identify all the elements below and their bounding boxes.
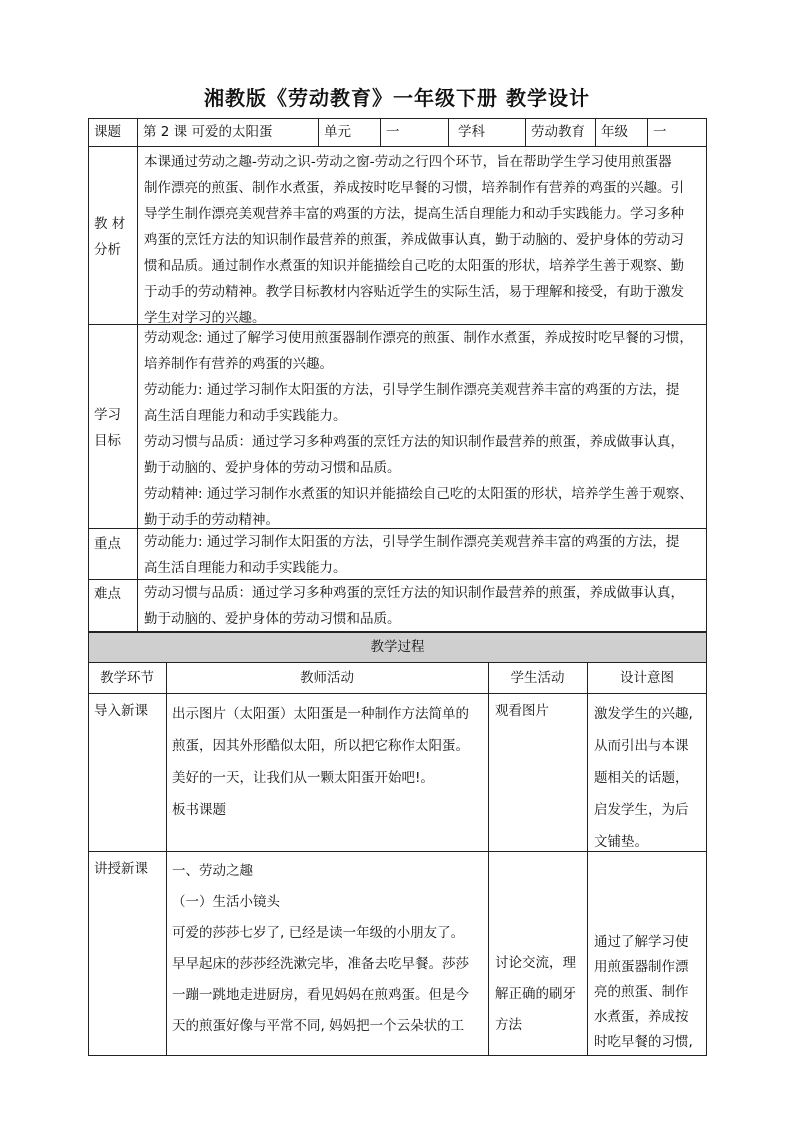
difficulty-text: [144, 580, 704, 632]
lecture-teacher-line: 早早起床的莎莎经洗漱完毕，准备去吃早餐。莎莎: [172, 956, 469, 972]
analysis-label-line-1: 教 材: [94, 216, 126, 232]
intro-intent-line: 启发学生，为后: [594, 802, 689, 818]
objective-line: 劳动习惯与品质：通过学习多种鸡蛋的烹饪方法的知识制作最营养的煎蛋，养成做事认真，: [144, 434, 684, 450]
subject-value: 劳动教育: [531, 124, 585, 140]
lecture-student-line: 解正确的刷牙: [495, 986, 576, 1002]
lecture-student-activity: [495, 948, 576, 1041]
difficulty-line: 勤于动脑的、爱护身体的劳动习惯和品质。: [144, 611, 401, 627]
lecture-teacher-line: 一蹦一跳地走进厨房，看见妈妈在煎鸡蛋。但是今: [172, 987, 469, 1003]
col-divider: [488, 662, 489, 1056]
unit-value: 一: [386, 124, 400, 140]
grade-value: 一: [653, 124, 667, 140]
analysis-line: 于动手的劳动精神。教学目标教材内容贴近学生的实际生活，易于理解和接受，有助于激发: [144, 284, 684, 300]
subject-label: 学科: [458, 124, 485, 140]
row-divider: [88, 693, 707, 694]
objective-line: 劳动观念: 通过了解学习使用煎蛋器制作漂亮的煎蛋、制作水煮蛋，养成按时吃早餐的习惯，: [144, 330, 693, 346]
difficulty-line: 劳动习惯与品质：通过学习多种鸡蛋的烹饪方法的知识制作最营养的煎蛋，养成做事认真，: [144, 585, 684, 601]
lecture-design-intent: [594, 930, 693, 1055]
col-divider: [525, 118, 526, 146]
analysis-text: [144, 149, 704, 331]
key-point-line: 高生活自理能力和动手实践能力。: [144, 560, 347, 576]
lecture-intent-line: 亮的煎蛋、制作: [594, 984, 689, 1000]
row-divider: [88, 146, 707, 147]
intro-intent-line: 题相关的话题，: [594, 770, 689, 786]
analysis-line: 制作漂亮的煎蛋、制作水煮蛋，养成按时吃早餐的习惯，培养制作有营养的鸡蛋的兴趣。引: [144, 180, 684, 196]
lecture-teacher-activity: [172, 856, 469, 1042]
lecture-student-line: 方法: [495, 1017, 522, 1033]
intro-stage: 导入新课: [94, 703, 148, 719]
lecture-intent-line: 通过了解学习使: [594, 934, 689, 950]
lecture-intent-line: 用煎蛋器制作漂: [594, 959, 689, 975]
row-divider: [88, 662, 707, 663]
col-divider: [380, 118, 381, 146]
objective-line: 勤于动手的劳动精神。: [144, 512, 279, 528]
analysis-label-line-2: 分析: [94, 242, 121, 258]
intro-intent-line: 从而引出与本课: [594, 738, 689, 754]
analysis-line: 惯和品质。通过制作水煮蛋的知识并能描绘自己吃的太阳蛋的形状，培养学生善于观察、勤: [144, 258, 684, 274]
intro-teacher-line: 板书课题: [172, 802, 226, 818]
analysis-line: 本课通过劳动之趣-劳动之识-劳动之窗-劳动之行四个环节，旨在帮助学生学习使用煎蛋器: [144, 154, 672, 170]
col-header-teacher: 教师活动: [300, 670, 354, 686]
intro-intent-line: 文铺垫。: [594, 834, 648, 850]
intro-teacher-line: 煎蛋，因其外形酷似太阳，所以把它称作太阳蛋。: [172, 738, 469, 754]
analysis-line: 鸡蛋的烹饪方法的知识制作最营养的煎蛋，养成做事认真，勤于动脑的、爱护身体的劳动习: [144, 232, 684, 248]
process-header: 教学过程: [370, 639, 425, 655]
col-divider: [137, 118, 138, 632]
key-point-label: 重点: [94, 536, 121, 552]
lecture-teacher-line: 可爱的莎莎七岁了, 已经是读一年级的小朋友了。: [172, 925, 465, 941]
intro-teacher-line: 出示图片（太阳蛋）太阳蛋是一种制作方法简单的: [172, 706, 469, 722]
intro-teacher-line: 美好的一天，让我们从一颗太阳蛋开始吧!。: [172, 770, 434, 786]
objective-line: 培养制作有营养的鸡蛋的兴趣。: [144, 356, 333, 372]
intro-design-intent: [594, 698, 693, 858]
col-header-stage: 教学环节: [100, 670, 154, 686]
objectives-text: [144, 325, 704, 533]
lecture-teacher-line: 一、劳动之趣: [172, 863, 253, 879]
objective-line: 劳动精神: 通过学习制作水煮蛋的知识并能描绘自己吃的太阳蛋的形状，培养学生善于观察、: [144, 486, 693, 502]
objective-line: 劳动能力: 通过学习制作太阳蛋的方法，引导学生制作漂亮美观营养丰富的鸡蛋的方法，提: [144, 382, 680, 398]
col-divider: [595, 118, 596, 146]
key-point-line: 劳动能力: 通过学习制作太阳蛋的方法，引导学生制作漂亮美观营养丰富的鸡蛋的方法，提: [144, 534, 680, 550]
lecture-intent-line: 水煮蛋，养成按: [594, 1009, 689, 1025]
lecture-teacher-line: （一）生活小镜头: [172, 894, 280, 910]
intro-intent-line: 激发学生的兴趣,: [594, 706, 693, 722]
objective-line: 勤于动脑的、爱护身体的劳动习惯和品质。: [144, 460, 401, 476]
col-divider: [448, 118, 449, 146]
grade-label: 年级: [601, 124, 628, 140]
lecture-stage: 讲授新课: [94, 861, 148, 877]
col-divider: [166, 662, 167, 1056]
lecture-intent-line: 时吃早餐的习惯,: [594, 1034, 693, 1050]
col-divider: [647, 118, 648, 146]
key-point-text: [144, 529, 704, 581]
col-divider: [587, 662, 588, 1056]
analysis-line: 学生对学习的兴趣。: [144, 310, 266, 326]
unit-label: 单元: [324, 124, 351, 140]
lecture-teacher-line: 天的煎蛋好像与平常不同, 妈妈把一个云朵状的工: [172, 1018, 465, 1034]
difficulty-label: 难点: [94, 586, 121, 602]
analysis-line: 导学生制作漂亮美观营养丰富的鸡蛋的方法，提高生活自理能力和动手实践能力。学习多种: [144, 206, 684, 222]
lesson-value: 第 2 课 可爱的太阳蛋: [143, 124, 273, 140]
lecture-student-line: 讨论交流，理: [495, 955, 576, 971]
intro-teacher-activity: [172, 698, 469, 826]
col-divider: [318, 118, 319, 146]
table-bottom-edge: [88, 1055, 707, 1056]
objective-line: 高生活自理能力和动手实践能力。: [144, 408, 347, 424]
objectives-label-line-2: 目标: [94, 433, 121, 449]
col-header-student: 学生活动: [510, 670, 565, 686]
document-title: 湘教版《劳动教育》一年级下册 教学设计: [204, 86, 590, 110]
col-header-intent: 设计意图: [620, 670, 674, 686]
intro-student-activity: 观看图片: [495, 703, 549, 719]
objectives-label-line-1: 学习: [94, 407, 121, 423]
lesson-label: 课题: [94, 124, 121, 140]
